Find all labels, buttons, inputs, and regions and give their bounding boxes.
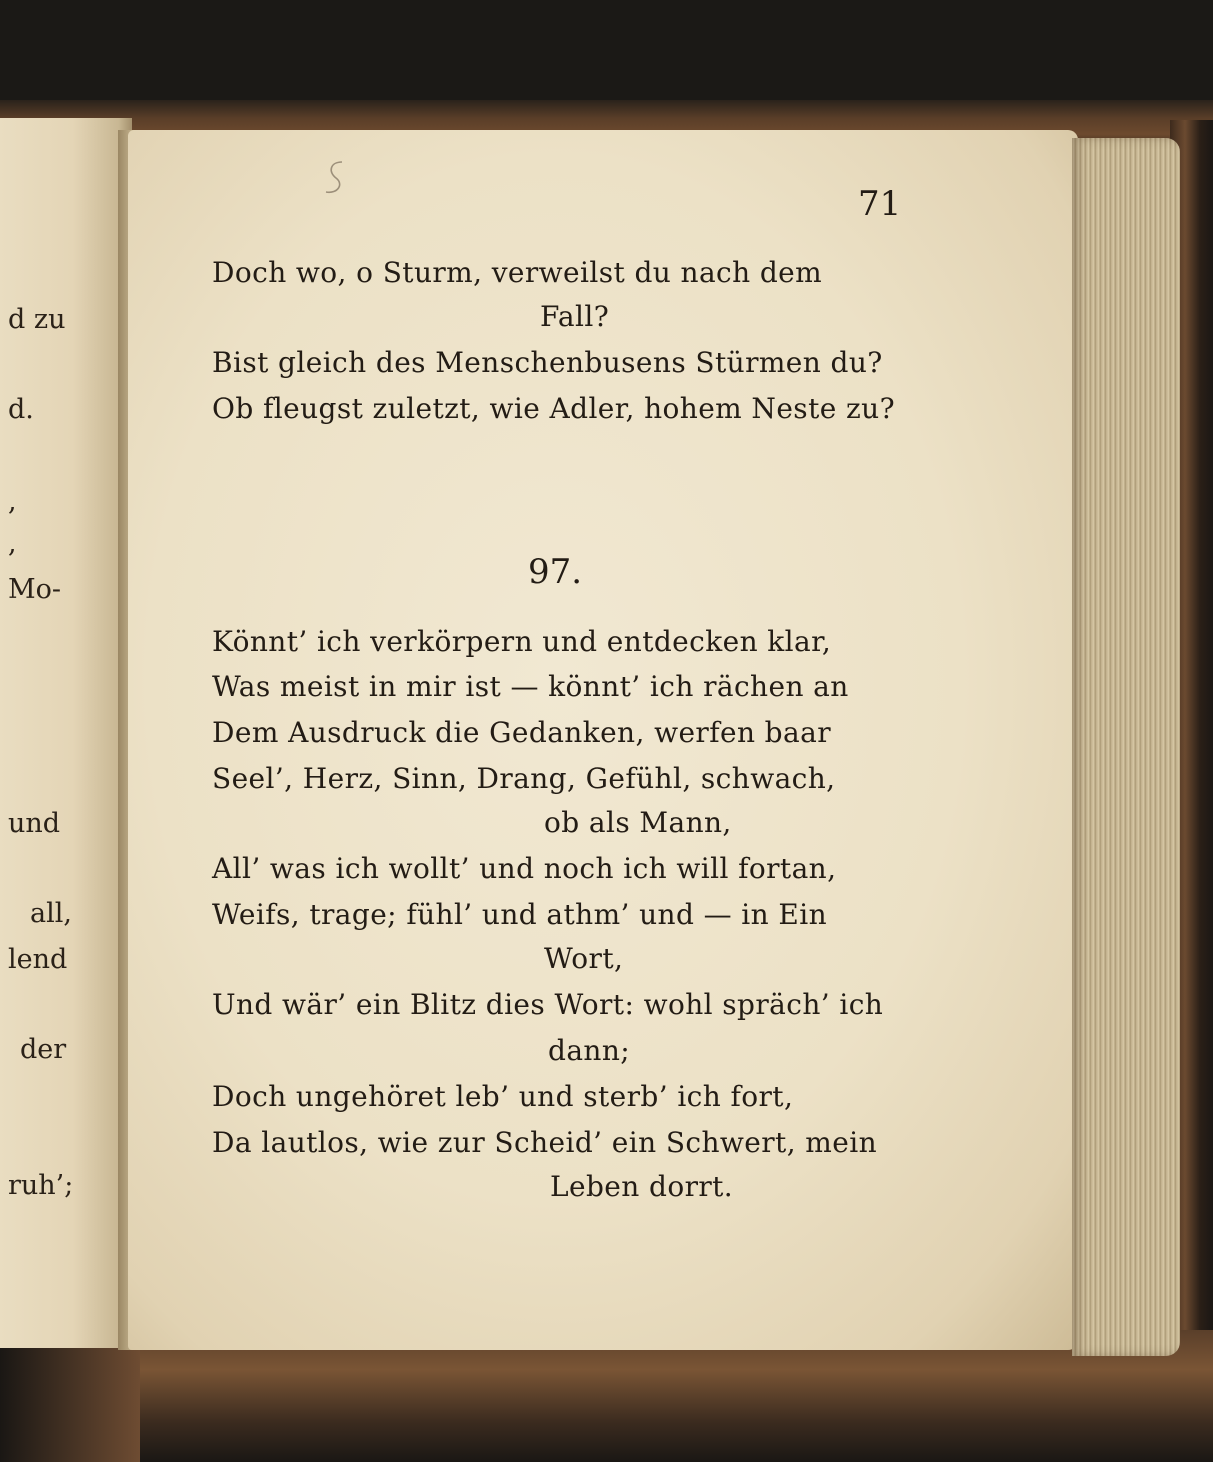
poem-line: Fall? — [540, 300, 610, 333]
left-page-fragment: und — [8, 808, 61, 839]
poem-line: Wort, — [544, 942, 624, 975]
page-edges — [1072, 138, 1180, 1356]
left-page-fragment: all, — [30, 898, 72, 929]
left-page-fragment: , — [8, 528, 17, 559]
poem-line: dann; — [548, 1034, 631, 1067]
poem-line: Da lautlos, wie zur Scheid’ ein Schwert, mein — [212, 1126, 878, 1159]
poem-line: Doch wo, o Sturm, verweilst du nach dem — [212, 256, 823, 289]
poem-line: Bist gleich des Menschenbusens Stürmen du? — [212, 346, 883, 379]
left-page-fragment: d. — [8, 394, 34, 425]
poem-line: Leben dorrt. — [550, 1170, 734, 1203]
section-number: 97. — [528, 552, 583, 592]
left-page-fragment: lend — [8, 944, 68, 975]
page-number: 71 — [858, 184, 902, 224]
poem-line: Dem Ausdruck die Gedanken, werfen baar — [212, 716, 831, 749]
poem-line: Ob fleugst zuletzt, wie Adler, hohem Neste zu? — [212, 392, 895, 425]
poem-line: Doch ungehöret leb’ und sterb’ ich fort, — [212, 1080, 794, 1113]
poem-line: Könnt’ ich verkörpern und entdecken klar, — [212, 625, 832, 658]
poem-line: Was meist in mir ist — könnt’ ich rächen an — [212, 670, 849, 703]
pencil-mark-icon — [320, 158, 350, 198]
poem-line: ob als Mann, — [544, 806, 732, 839]
left-page-fragment: ruh’; — [8, 1170, 74, 1201]
poem-line: Seel’, Herz, Sinn, Drang, Gefühl, schwach, — [212, 762, 836, 795]
background — [0, 0, 1213, 110]
poem-line: Weifs, trage; fühl’ und athm’ und — in Ein — [212, 898, 828, 931]
left-page-fragment: , — [8, 486, 17, 517]
left-page-fragment: der — [20, 1034, 67, 1065]
left-page-fragment: Mo- — [8, 574, 62, 605]
poem-line: All’ was ich wollt’ und noch ich will fortan, — [212, 852, 837, 885]
left-page — [0, 118, 132, 1348]
poem-line: Und wär’ ein Blitz dies Wort: wohl spräch’ ich — [212, 988, 884, 1021]
left-page-fragment: d zu — [8, 304, 66, 335]
